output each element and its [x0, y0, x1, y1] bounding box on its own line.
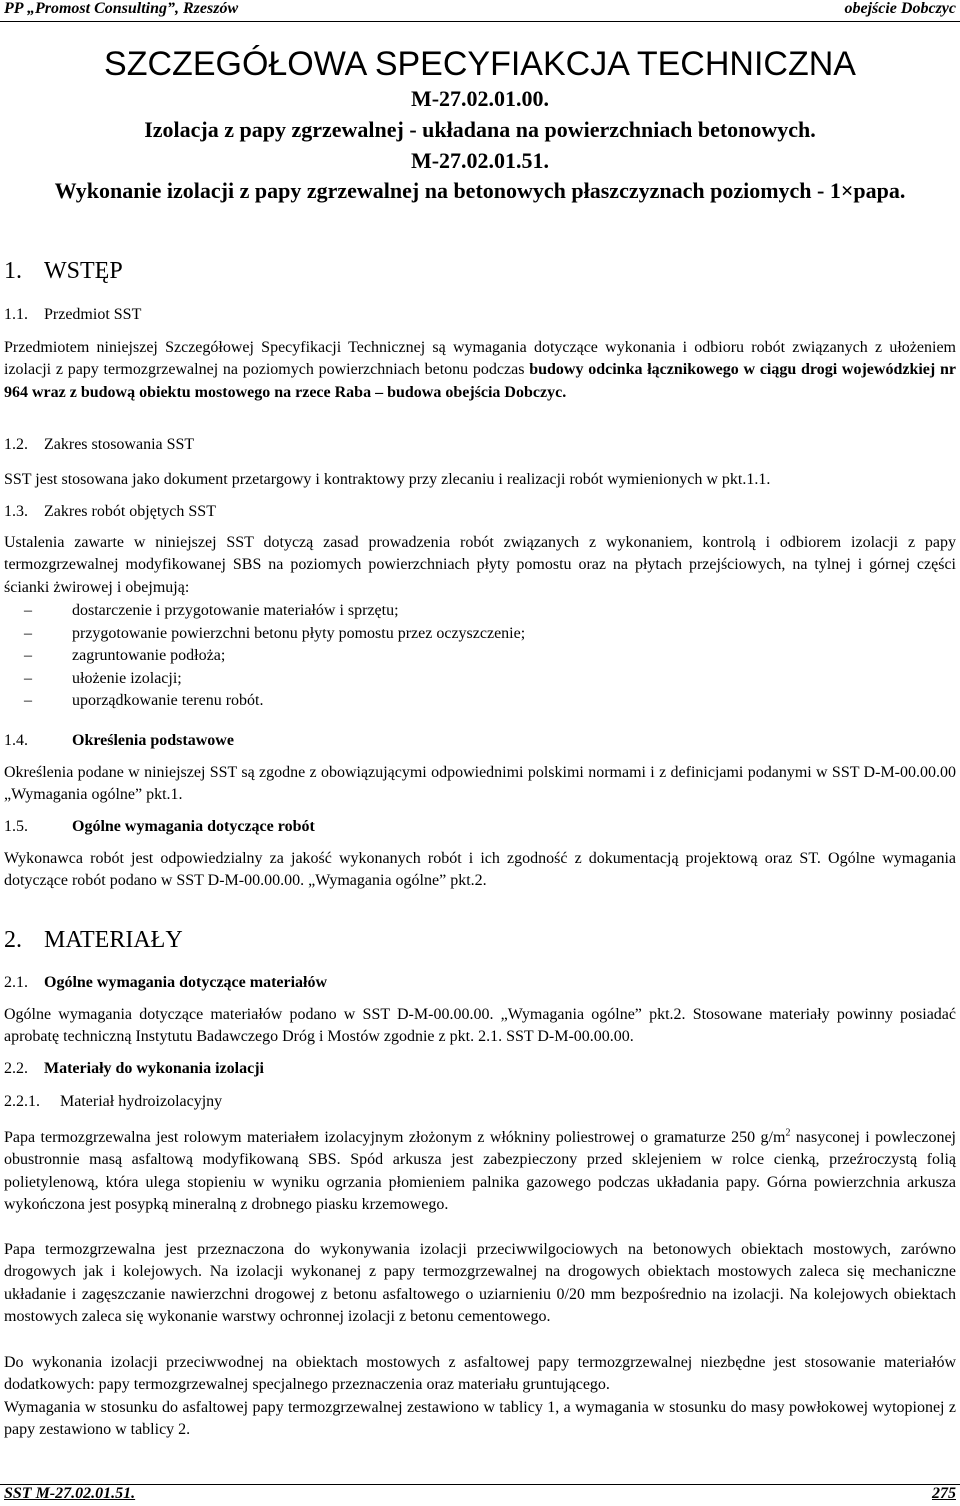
section-1-5-heading: [4, 817, 315, 837]
document-title: SZCZEGÓŁOWA SPECYFIAKCJA TECHNICZNA: [104, 45, 856, 83]
paragraph-1-4: Określenia podane w niniejszej SST są zgodne z obowiązującymi odpowiednimi polskimi normami i z definicjami podanymi w SST D-M-00.00.00 „Wymagania ogólne” pkt.1.: [4, 764, 956, 804]
section-title: Zakres stosowania SST: [44, 436, 195, 453]
paragraph-2-2-1-c: Do wykonania izolacji przeciwwodnej na obiektach mostowych z asfaltowej papy termozgrzewalnej niezbędne jest stosowanie materiałów dodatkowych: papy termozgrzewalnej specjalnego przeznaczenia oraz materiału gruntującego.: [4, 1354, 956, 1394]
section-1-3-heading: [4, 502, 216, 522]
paragraph-text: Przedmiotem niniejszej Szczegółowej Specyfikacji Technicznej są wymagania dotyczące wykonania i odbioru robót związanych z ułożeniem izolacji z papy termozgrzewalnej na poziomych powierzchniach betonu podczas: [4, 339, 956, 379]
section-number: 2.1.: [4, 974, 28, 991]
section-title: Zakres robót objętych SST: [44, 503, 216, 520]
paragraph-1-5: Wykonawca robót jest odpowiedzialny za jakość wykonanych robót i ich zgodność z dokumentacją projektową oraz ST. Ogólne wymagania dotyczące robót podano w SST D-M-00.00.00. „Wymagania ogólne” pkt.2.: [4, 850, 956, 890]
section-1-4-heading: [4, 731, 234, 751]
spec-code-2: M-27.02.01.51.: [410, 148, 550, 173]
section-title: Ogólne wymagania dotyczące robót: [72, 818, 315, 835]
section-2-1-heading: [4, 973, 327, 993]
paragraph-2-2-1-a: Papa termozgrzewalna jest rolowym materiałem izolacyjnym złożonym z włókniny poliestrowej o gramaturze 250 $g/m^2$ nasyconej i powleczonej obustronnie masą asfaltową modyfikowaną SBS. Spód arkusza jest zabezpieczony przed sklejeniem w rolce cienką, przeźroczystą folią polietylenową, która ulega stopieniu w wyniku ogrzania płomieniem palnika gazowego podczas układania papy. Górna powierzchnia arkusza wykończona jest posypką mineralną z drobnego piasku krzemowego.: [4, 1127, 956, 1214]
section-number: 1.4.: [4, 732, 28, 749]
superscript: 2: [785, 1127, 791, 1139]
section-2-2-1-heading: [4, 1092, 222, 1112]
section-number: 1.1.: [4, 306, 28, 323]
dash-bullet: –: [24, 692, 32, 710]
spec-name-2: Wykonanie izolacji z papy zgrzewalnej na betonowych płaszczyznach poziomych - 1×papa.: [54, 178, 906, 203]
page-header: [0, 0, 960, 24]
section-title: WSTĘP: [44, 258, 123, 284]
header-project: obejście Dobczyc: [844, 0, 956, 17]
paragraph-2-2-1-b: Papa termozgrzewalna jest przeznaczona do wykonywania izolacji przeciwwilgociowych na betonowych obiektach mostowych, zarówno drogowych jak i kolejowych. Na izolacji wykonanej z papy termozgrzewalnej na drogowych obiektach mostowych zaleca się mechaniczne układanie i zagęszczanie nawierzchni drogowej z betonu asfaltowego o uziarnieniu 0/20 mm bezpośrednio na izolacji. Na kolejowych obiektach mostowych zaleca się wykonanie warstwy ochronnej izolacji z betonu cementowego.: [4, 1241, 956, 1326]
section-title: Ogólne wymagania dotyczące materiałów: [44, 974, 328, 991]
list-item: – zagruntowanie podłoża;: [4, 645, 956, 668]
header-company: PP „Promost Consulting”, Rzeszów: [4, 0, 239, 17]
paragraph-1-3: Ustalenia zawarte w niniejszej SST dotyczą zasad prowadzenia robót związanych z wykonaniem, kontrolą i odbiorem izolacji z papy termozgrzewalnej modyfikowanej SBS na poziomych powierzchniach płyty pomostu oraz na płytach przejściowych, na tylnej i górnej części ścianki żwirowej i obejmują:: [4, 534, 956, 596]
section-title: Materiał hydroizolacyjny: [60, 1093, 223, 1110]
dash-bullet: –: [24, 647, 32, 665]
dash-bullet: –: [24, 602, 32, 619]
footer-rule: [0, 1484, 960, 1485]
paragraph-1-2: SST jest stosowana jako dokument przetargowy i kontraktowy przy zlecaniu i realizacji robót wymienionych w pkt.1.1.: [4, 471, 771, 488]
section-number: 1.5.: [4, 818, 28, 835]
list-item: – ułożenie izolacji;: [4, 668, 956, 691]
page-number: 275: [932, 1485, 956, 1502]
section-2-heading: [4, 926, 183, 954]
section-number: 1.2.: [4, 436, 28, 453]
section-number: 2.2.1.: [4, 1093, 40, 1110]
section-1-1-heading: [4, 305, 141, 325]
dash-bullet: –: [24, 669, 32, 687]
section-title: Materiały do wykonania izolacji: [44, 1060, 264, 1077]
scope-list: [4, 600, 956, 713]
dash-bullet: –: [24, 624, 32, 642]
section-number: 1.: [4, 258, 22, 284]
paragraph-2-2-1-d: Wymagania w stosunku do asfaltowej papy termozgrzewalnej zestawiono w tablicy 1, a wymagania w stosunku do masy powłokowej wytopionej z papy zestawiono w tablicy 2.: [4, 1399, 956, 1439]
spec-name-1: Izolacja z papy zgrzewalnej - układana na powierzchniach betonowych.: [144, 117, 816, 142]
header-rule: [0, 21, 960, 22]
section-2-2-heading: [4, 1059, 264, 1079]
section-title: Przedmiot SST: [44, 306, 142, 323]
list-item: – przygotowanie powierzchni betonu płyty pomostu przez oczyszczenie;: [4, 623, 956, 646]
page-footer: [0, 1484, 960, 1506]
section-1-heading: [4, 257, 123, 285]
section-title: Określenia podstawowe: [72, 732, 234, 749]
list-item: – uporządkowanie terenu robót.: [4, 690, 956, 713]
spec-code-1: M-27.02.01.00.: [410, 86, 550, 111]
section-number: 2.2.: [4, 1060, 28, 1077]
paragraph-2-1: Ogólne wymagania dotyczące materiałów podano w SST D-M-00.00.00. „Wymagania ogólne” pkt.2. Stosowane materiały powinny posiadać aprobatę techniczną Instytutu Badawczego Dróg i Mostów zgodnie z pkt. 2.1. SST D-M-00.00.00.: [4, 1006, 956, 1046]
paragraph-bold-text: budowy odcinka łącznikowego w ciągu drogi wojewódzkiej nr 964 wraz z budową obiektu mostowego na rzece Raba – budowa obejścia Dobczyc.: [4, 361, 956, 401]
section-number: 1.3.: [4, 503, 28, 520]
section-1-2-heading: [4, 435, 194, 455]
list-item: – dostarczenie i przygotowanie materiałów i sprzętu;: [4, 600, 956, 623]
section-title: MATERIAŁY: [44, 927, 183, 953]
footer-spec-code: SST M-27.02.01.51.: [4, 1485, 136, 1502]
paragraph-1-1: [4, 337, 956, 404]
section-number: 2.: [4, 927, 22, 953]
